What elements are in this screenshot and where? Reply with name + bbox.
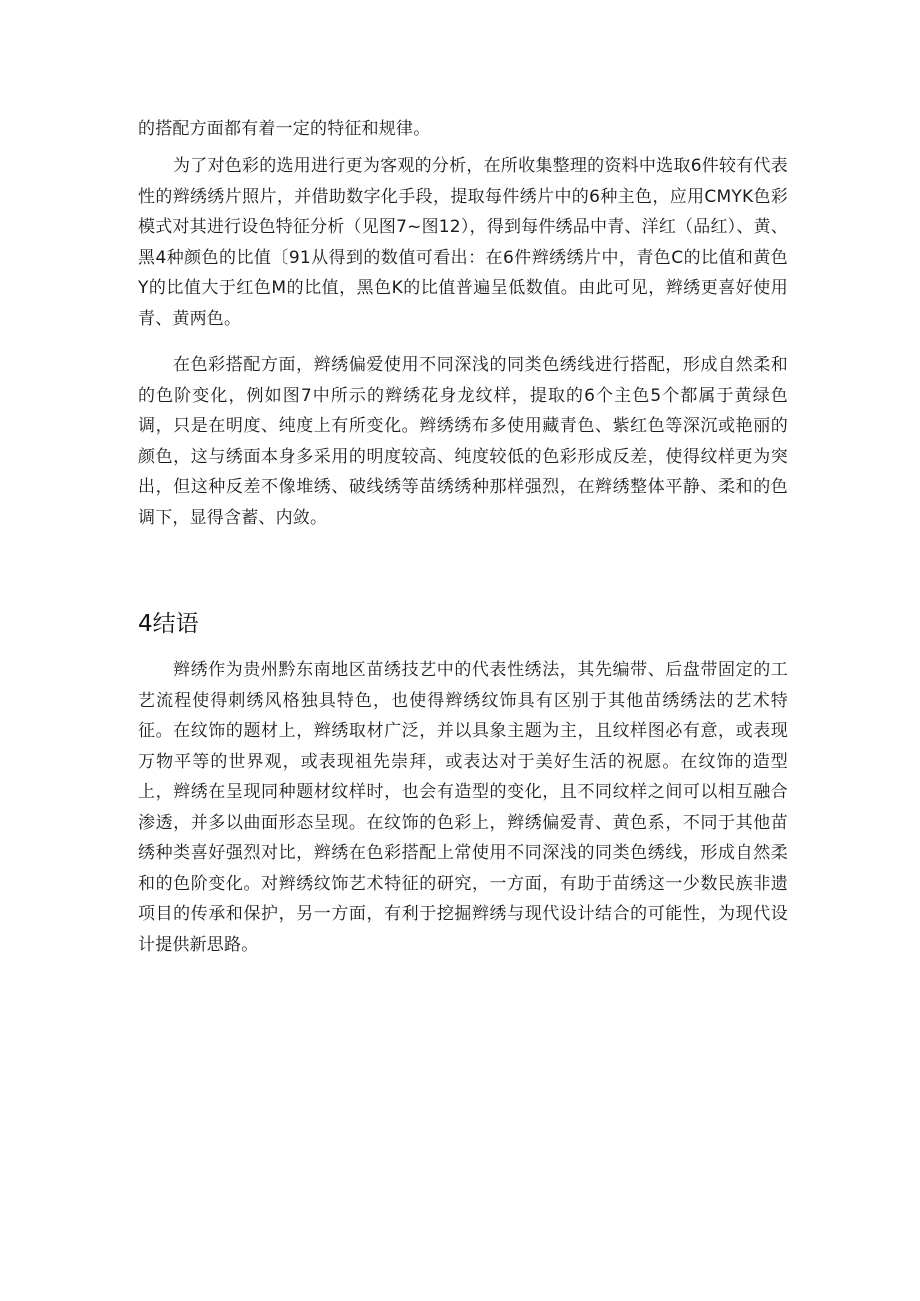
paragraph-text: 在色彩搭配方面，辫绣偏爱使用不同深浅的同类色绣线进行搭配，形成自然柔和的色阶变化，例如图7中所示的辫绣花身龙纹样，提取的6个主色5个都属于黄绿色调，只是在明度、纯度上有所变化。辫绣绣布多使用藏青色、紫红色等深沉或艳丽的颜色，这与绣面本身多采用的明度较高、纯度较低的色彩形成反差，使得纹样更为突出，但这种反差不像堆绣、破线绣等苗绣绣种那样强烈，在辫绣整体平静、柔和的色调下，显得含蓄、内敛。: [138, 355, 788, 528]
paragraph-text: 的搭配方面都有着一定的特征和规律。: [138, 119, 431, 139]
paragraph-color-analysis: [138, 151, 788, 334]
paragraph-text: 辫绣作为贵州黔东南地区苗绣技艺中的代表性绣法，其先编带、后盘带固定的工艺流程使得刺绣风格独具特色，也使得辫绣纹饰具有区别于其他苗绣绣法的艺术特征。在纹饰的题材上，辫绣取材广泛，并以具象主题为主，且纹样图必有意，或表现万物平等的世界观，或表现祖先崇拜，或表达对于美好生活的祝愿。在纹饰的造型上，辫绣在呈现同种题材纹样时，也会有造型的变化，且不同纹样之间可以相互融合渗透，并多以曲面形态呈现。在纹饰的色彩上，辫绣偏爱青、黄色系，不同于其他苗绣种类喜好强烈对比，辫绣在色彩搭配上常使用不同深浅的同类色绣线，形成自然柔和的色阶变化。对辫绣纹饰艺术特征的研究，一方面，有助于苗绣这一少数民族非遗项目的传承和保护，另一方面，有利于挖掘辫绣与现代设计结合的可能性，为现代设计提供新思路。: [138, 660, 788, 955]
paragraph-text: 为了对色彩的选用进行更为客观的分析，在所收集整理的资料中选取6件较有代表性的辫绣绣片照片，并借助数字化手段，提取每件绣片中的6种主色，应用CMYK色彩模式对其进行设色特征分析（见图7~图12），得到每件绣品中青、洋红（品红）、黄、黑4种颜色的比值〔91从得到的数值可看出：在6件辫绣绣片中，青色C的比值和黄色Y的比值大于红色M的比值，黑色K的比值普遍呈低数值。由此可见，辫绣更喜好使用青、黄两色。: [138, 156, 788, 329]
paragraph-color-matching: [138, 350, 788, 533]
paragraph-continuation: [138, 114, 788, 145]
paragraph-conclusion: [138, 655, 788, 960]
section-heading-conclusion: 4结语: [138, 611, 199, 637]
